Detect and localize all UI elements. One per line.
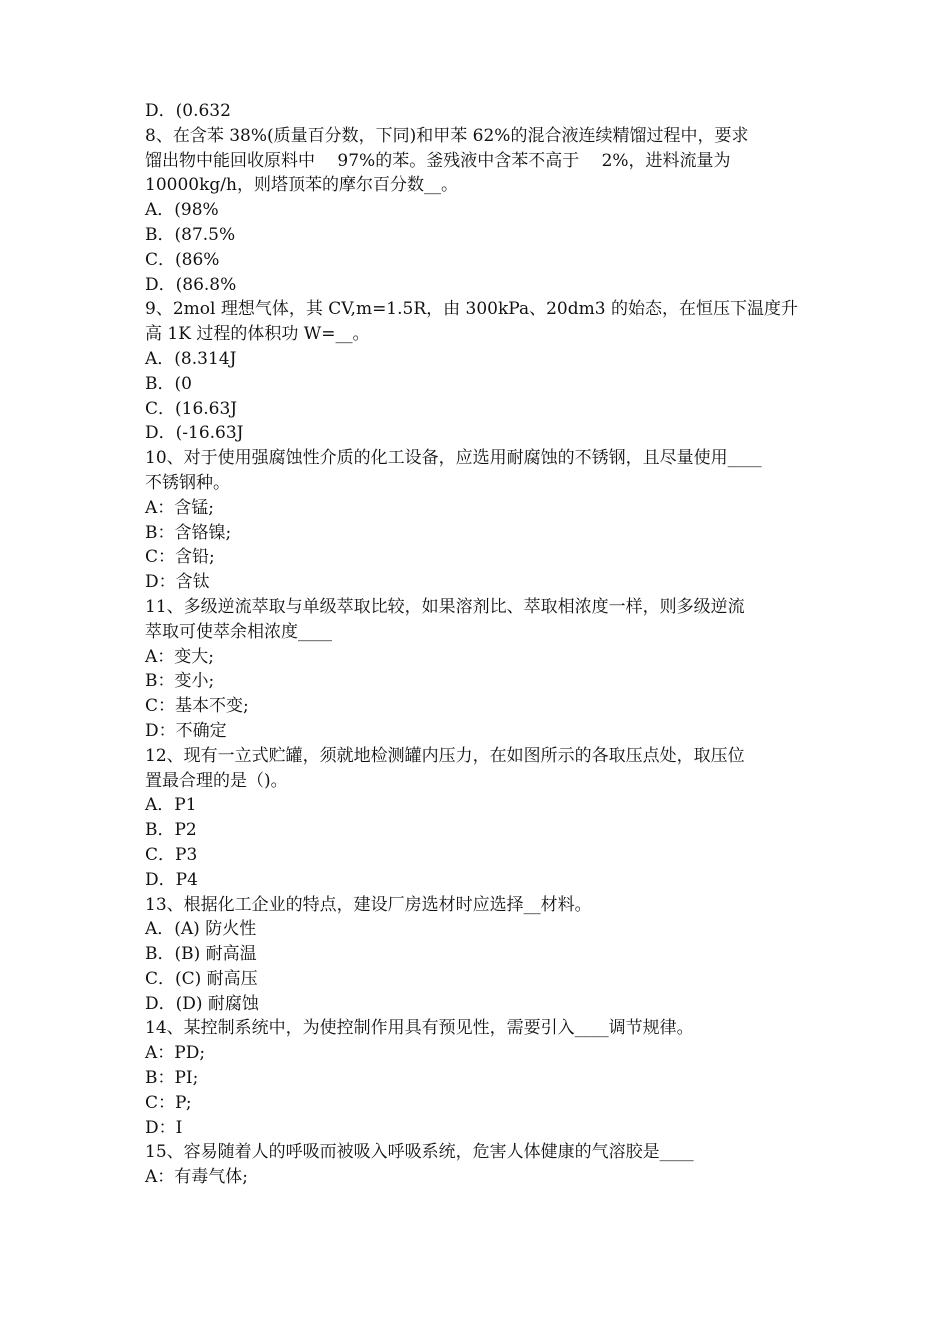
option-line: C．(C) 耐高压 <box>145 968 258 989</box>
option-line: C：基本不变; <box>145 696 249 717</box>
option-line: A．P1 <box>145 795 197 816</box>
option-line: D．(D) 耐腐蚀 <box>145 993 259 1014</box>
question-9-text: 9、2mol 理想气体，其 CV,m=1.5R，由 300kPa、20dm3 的始态，在恒压下温度升 <box>145 299 798 320</box>
question-14-text: 14、某控制系统中，为使控制作用具有预见性，需要引入____调节规律。 <box>145 1018 694 1039</box>
question-13-text: 13、根据化工企业的特点，建设厂房选材时应选择__材料。 <box>145 894 592 915</box>
option-line: A：变大; <box>145 646 215 667</box>
option-line: C：含铅; <box>145 547 215 568</box>
question-11-text: 萃取可使萃余相浓度____ <box>145 621 332 642</box>
option-line: B．(0 <box>145 373 192 394</box>
option-line: D：不确定 <box>145 720 227 741</box>
question-11-text: 11、多级逆流萃取与单级萃取比较，如果溶剂比、萃取相浓度一样，则多级逆流 <box>145 596 745 617</box>
option-line: D．(-16.63J <box>145 423 244 444</box>
option-line: A．(8.314J <box>145 348 237 369</box>
option-line: C．(86% <box>145 249 220 270</box>
option-line: D：含钛 <box>145 572 210 593</box>
question-8-text: 8、在含苯 38%(质量百分数，下同)和甲苯 62%的混合液连续精馏过程中，要求 <box>145 125 749 146</box>
option-line: B．P2 <box>145 820 197 841</box>
question-15-text: 15、容易随着人的呼吸而被吸入呼吸系统，危害人体健康的气溶胶是____ <box>145 1142 694 1163</box>
option-line: D．(0.632 <box>145 101 231 121</box>
option-line: A．(A) 防火性 <box>145 919 257 940</box>
option-line: A：PD; <box>145 1043 206 1064</box>
option-line: A：有毒气体; <box>145 1167 249 1188</box>
option-line: C．P3 <box>145 844 198 865</box>
question-10-text: 10、对于使用强腐蚀性介质的化工设备，应选用耐腐蚀的不锈钢，且尽量使用____ <box>145 448 762 469</box>
document-body <box>145 99 815 1190</box>
question-9-text: 高 1K 过程的体积功 W=__。 <box>145 324 370 345</box>
option-line: C：P; <box>145 1092 192 1113</box>
option-line: A．(98% <box>145 200 219 221</box>
option-line: D．(86.8% <box>145 274 237 295</box>
option-line: D．P4 <box>145 869 198 890</box>
question-12-text: 12、现有一立式贮罐，须就地检测罐内压力，在如图所示的各取压点处，取压位 <box>145 745 745 766</box>
question-8-text: 10000kg/h，则塔顶苯的摩尔百分数__。 <box>145 175 458 196</box>
option-line: B：含铬镍; <box>145 522 232 543</box>
option-line: C．(16.63J <box>145 398 238 419</box>
option-line: B．(87.5% <box>145 224 236 245</box>
question-12-text: 置最合理的是（)。 <box>145 770 288 791</box>
question-8-text: 馏出物中能回收原料中 97%的苯。釜残液中含苯不高于 2%，进料流量为 <box>145 150 731 171</box>
option-line: B．(B) 耐高温 <box>145 944 257 965</box>
question-10-text: 不锈钢种。 <box>145 472 230 493</box>
option-line: B：PI; <box>145 1068 199 1089</box>
option-line: A：含锰; <box>145 497 215 518</box>
option-line: D：I <box>145 1117 183 1138</box>
option-line: B：变小; <box>145 671 215 692</box>
